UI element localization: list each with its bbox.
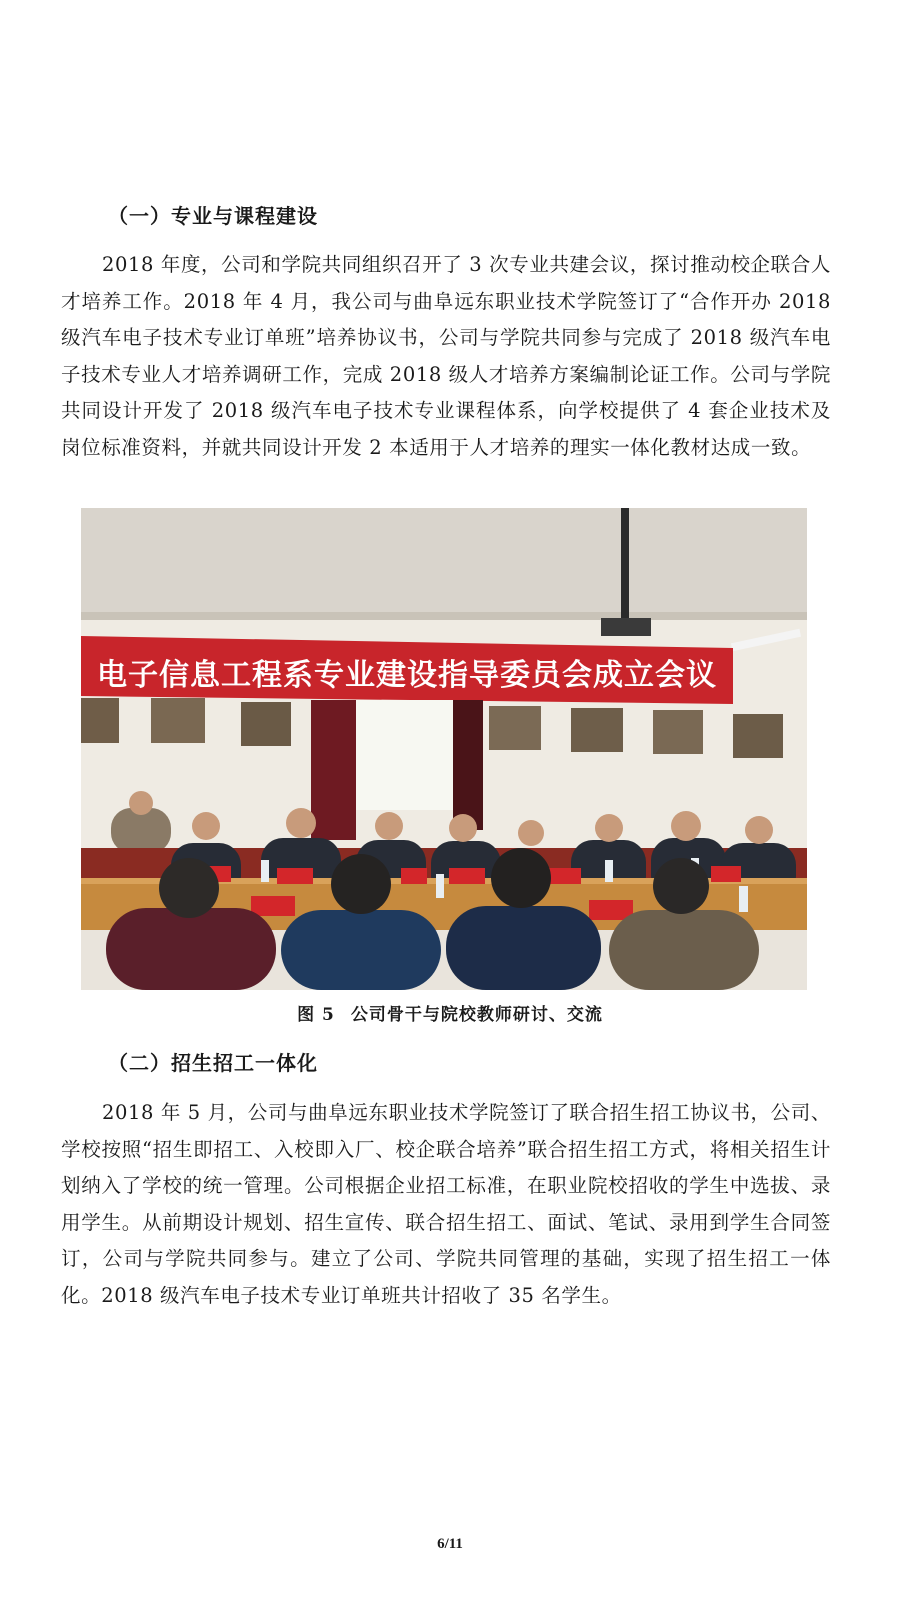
- figure-caption: [0, 1000, 900, 1025]
- section-heading-curriculum: （一）专业与课程建设: [108, 204, 318, 228]
- figure-caption-label: 图 5: [297, 1005, 335, 1025]
- figure-caption-text: 公司骨干与院校教师研讨、交流: [350, 1005, 603, 1025]
- banner-text: 电子信息工程系专业建设指导委员会成立会议: [97, 658, 717, 693]
- section-heading-enrollment: （二）招生招工一体化: [108, 1051, 318, 1075]
- paragraph-enrollment: 2018 年 5 月，公司与曲阜远东职业技术学院签订了联合招生招工协议书，公司、学校按照“招生即招工、入校即入厂、校企联合培养”联合招生招工方式，将相关招生计划纳入了学校的统一管理。公司根据企业招工标准，在职业院校招收的学生中选拔、录用学生。从前期设计规划、招生宣传、联合招生招工、面试、笔试、录用到学生合同签订，公司与学院共同参与。建立了公司、学院共同管理的基础，实现了招生招工一体化。2018 级汽车电子技术专业订单班共计招收了 35 名学生。: [61, 1101, 831, 1307]
- meeting-photo: [81, 508, 807, 990]
- meeting-photo-illustration: [81, 508, 807, 990]
- paragraph-curriculum: 2018 年度，公司和学院共同组织召开了 3 次专业共建会议，探讨推动校企联合人才培养工作。2018 年 4 月，我公司与曲阜远东职业技术学院签订了“合作开办 2018级汽车电子技术专业订单班”培养协议书，公司与学院共同参与完成了 2018 级汽车电子技术专业人才培养调研工作，完成 2018 级人才培养方案编制论证工作。公司与学院共同设计开发了 2018 级汽车电子技术专业课程体系，向学校提供了 4 套企业技术及岗位标准资料，并就共同设计开发 2 本适用于人才培养的理实一体化教材达成一致。: [61, 253, 831, 459]
- page-number: 6/11: [437, 1536, 463, 1552]
